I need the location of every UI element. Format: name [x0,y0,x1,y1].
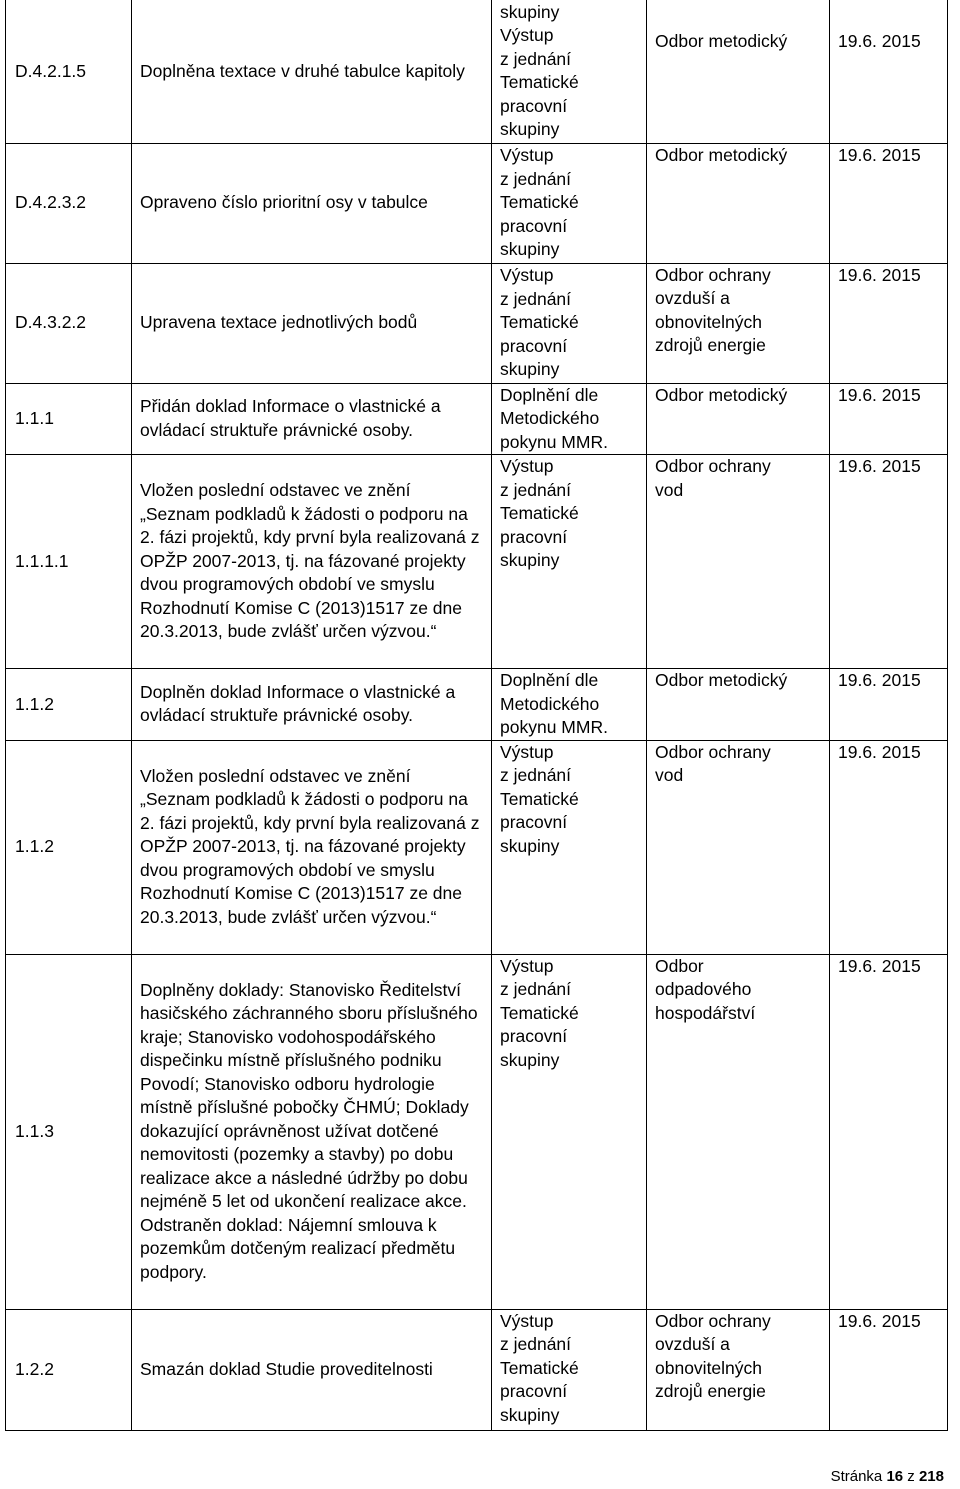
version-cell: 1.1.1.1 [6,455,132,669]
description-cell: Vložen poslední odstavec ve znění „Seznam podkladů k žádosti o podporu na 2. fázi projektů, kdy první byla realizovaná z OPŽP 2007-2013, tj. na fázované projekty dvou programových období ve smyslu Rozhodnutí Komise C (2013)1517 ze dne 20.3.2013, bude zvlášť určen výzvou.“ [132,455,492,669]
description-cell: Doplněn doklad Informace o vlastnické a ovládací struktuře právnické osoby. [132,669,492,741]
date-cell: 19.6. 2015 [830,263,948,383]
department-cell: Odbor ochrany ovzduší a obnovitelných zdrojů energie [647,1309,830,1430]
description-cell: Opraveno číslo prioritní osy v tabulce [132,143,492,263]
reason-cell: Výstup z jednání Tematické pracovní skupiny [492,455,647,669]
department-cell: Odbor ochrany ovzduší a obnovitelných zdrojů energie [647,263,830,383]
date-cell: 19.6. 2015 [830,669,948,741]
department-cell: Odbor metodický [647,143,830,263]
description-cell: Smazán doklad Studie proveditelnosti [132,1309,492,1430]
table-row [6,455,948,669]
version-cell: 1.1.3 [6,954,132,1309]
department-cell: Odbor odpadového hospodářství [647,954,830,1309]
of-label: z [907,1468,915,1485]
version-cell: 1.1.1 [6,383,132,455]
date-cell: 19.6. 2015 [830,954,948,1309]
description-cell: Doplněna textace v druhé tabulce kapitoly [132,0,492,143]
date-cell: 19.6. 2015 [830,740,948,954]
reason-cell: skupiny Výstup z jednání Tematické pracovní skupiny [492,0,647,143]
reason-cell: Výstup z jednání Tematické pracovní skupiny [492,954,647,1309]
table-row [6,740,948,954]
table-row [6,383,948,455]
version-cell: 1.2.2 [6,1309,132,1430]
page-number: 16 [886,1468,904,1485]
reason-cell: Výstup z jednání Tematické pracovní skupiny [492,1309,647,1430]
date-cell: 19.6. 2015 [830,383,948,455]
version-cell: D.4.2.1.5 [6,0,132,143]
description-cell: Vložen poslední odstavec ve znění „Seznam podkladů k žádosti o podporu na 2. fázi projektů, kdy první byla realizovaná z OPŽP 2007-2013, tj. na fázované projekty dvou programových období ve smyslu Rozhodnutí Komise C (2013)1517 ze dne 20.3.2013, bude zvlášť určen výzvou.“ [132,740,492,954]
version-cell: D.4.3.2.2 [6,263,132,383]
table-row [6,669,948,741]
version-cell: 1.1.2 [6,740,132,954]
description-cell: Doplněny doklady: Stanovisko Ředitelství hasičského záchranného sboru příslušného kraje; Stanovisko vodohospodářského dispečinku místně příslušného podniku Povodí; Stanovisko odboru hydrologie místně příslušné pobočky ČHMÚ; Doklady dokazující oprávněnost užívat dotčené nemovitosti (pozemky a stavby) po dobu realizace akce a následné údržby po dobu nejméně 5 let od ukončení realizace akce. Odstraněn doklad: Nájemní smlouva k pozemkům dotčeným realizací předmětu podpory. [132,954,492,1309]
date-cell: 19.6. 2015 [830,455,948,669]
page-footer [831,1465,944,1489]
reason-cell: Výstup z jednání Tematické pracovní skupiny [492,740,647,954]
table-row [6,1309,948,1430]
reason-cell: Výstup z jednání Tematické pracovní skupiny [492,263,647,383]
change-log-table [5,0,948,1431]
total-pages: 218 [918,1468,944,1485]
date-cell: 19.6. 2015 [830,0,948,143]
description-cell: Přidán doklad Informace o vlastnické a ovládací struktuře právnické osoby. [132,383,492,455]
table-row [6,0,948,143]
version-cell: 1.1.2 [6,669,132,741]
table-row [6,263,948,383]
description-cell: Upravena textace jednotlivých bodů [132,263,492,383]
department-cell: Odbor metodický [647,383,830,455]
reason-cell: Doplnění dle Metodického pokynu MMR. [492,669,647,741]
reason-cell: Výstup z jednání Tematické pracovní skupiny [492,143,647,263]
reason-cell: Doplnění dle Metodického pokynu MMR. [492,383,647,455]
date-cell: 19.6. 2015 [830,143,948,263]
department-cell: Odbor ochrany vod [647,740,830,954]
version-cell: D.4.2.3.2 [6,143,132,263]
department-cell: Odbor metodický [647,669,830,741]
table-row [6,143,948,263]
page-label: Stránka [830,1468,883,1485]
table-row [6,954,948,1309]
department-cell: Odbor metodický [647,0,830,143]
department-cell: Odbor ochrany vod [647,455,830,669]
date-cell: 19.6. 2015 [830,1309,948,1430]
